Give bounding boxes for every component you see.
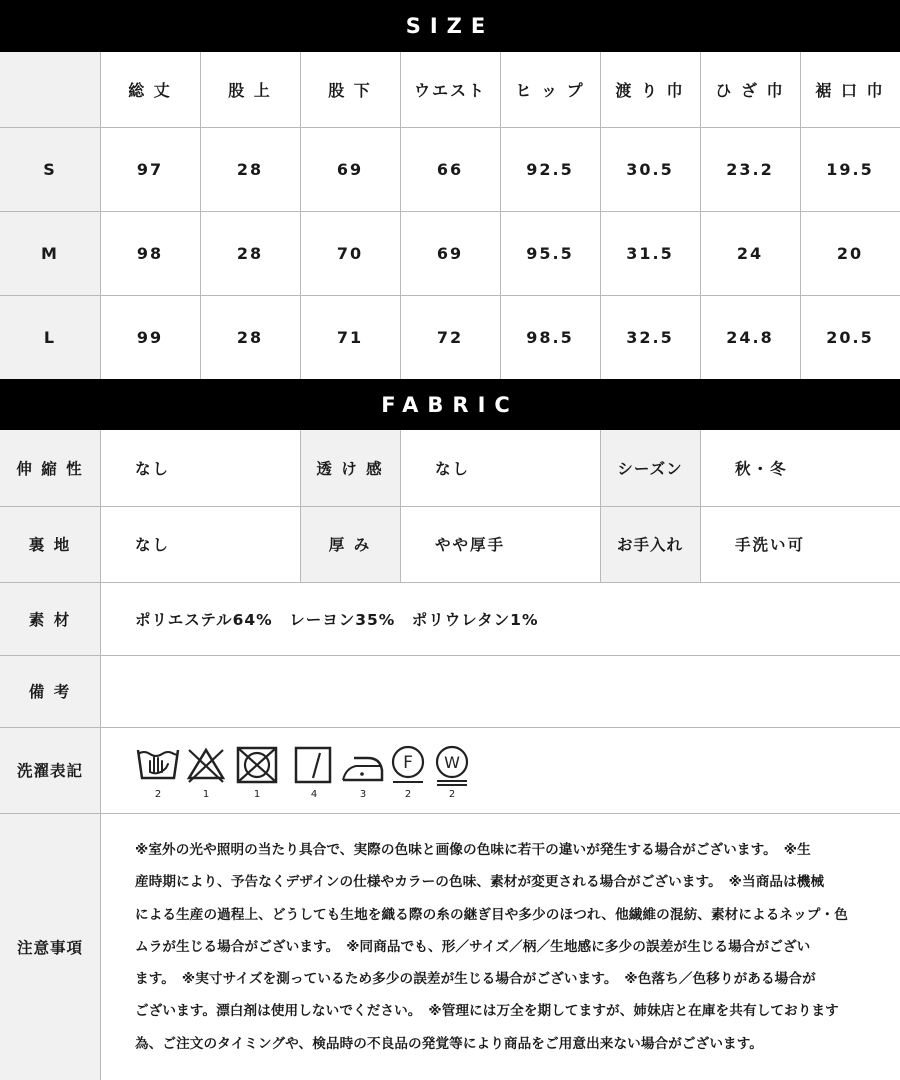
size-row-label: L <box>43 327 57 347</box>
laundry-code: 2 <box>154 789 162 800</box>
care-value: 手洗い可 <box>735 536 806 554</box>
wet-clean-symbol <box>429 744 475 804</box>
no-bleach-symbol <box>183 744 229 804</box>
notes-line: による生産の過程上、どうしても生地を織る際の糸の継ぎ目や多少のほつれ、他繊維の混紡、素材によるネップ・色 <box>135 906 848 923</box>
size-header-cell: 股 上 <box>228 81 272 100</box>
table-divider <box>100 430 101 1080</box>
remarks-value <box>100 655 900 727</box>
size-header-cell: 裾 口 巾 <box>815 81 885 100</box>
hand-wash-icon <box>135 744 181 788</box>
dry-clean-f-icon <box>385 744 431 790</box>
size-header-cell: ヒ ッ プ <box>515 81 585 100</box>
size-value-cell: 28 <box>236 327 264 347</box>
thickness-label: 厚 み <box>328 536 372 554</box>
remarks-label: 備 考 <box>28 683 72 701</box>
laundry-code: 3 <box>359 789 367 800</box>
size-row-label: M <box>41 243 59 263</box>
sheer-label: 透 け 感 <box>316 460 384 478</box>
size-header-cell: ひ ざ 巾 <box>715 81 785 100</box>
svg-text:F: F <box>403 753 413 773</box>
laundry-code: 1 <box>202 789 210 800</box>
size-value-cell: 23.2 <box>726 159 774 179</box>
lining-label: 裏 地 <box>28 536 72 554</box>
laundry-symbols <box>135 744 475 804</box>
notes-text <box>135 834 867 1060</box>
table-divider <box>0 813 900 814</box>
season-value: 秋・冬 <box>735 460 788 478</box>
size-value-cell: 98 <box>136 243 164 263</box>
size-value-cell: 31.5 <box>626 243 674 263</box>
notes-line: 産時期により、予告なくデザインの仕様やカラーの色味、素材が変更される場合がございます。 ※当商品は機械 <box>135 874 825 891</box>
notes-label: 注意事項 <box>16 938 83 957</box>
size-header-cell: 渡 り 巾 <box>615 81 685 100</box>
size-value-cell: 95.5 <box>526 243 574 263</box>
size-value-cell: 66 <box>436 159 464 179</box>
size-value-cell: 72 <box>436 327 464 347</box>
size-value-cell: 28 <box>236 159 264 179</box>
size-row-label: S <box>43 159 57 179</box>
stretch-value: なし <box>135 460 171 478</box>
fabric-section-title: FABRIC <box>0 379 900 430</box>
notes-line: ございます。漂白剤は使用しないでください。 ※管理には万全を期してますが、姉妹店と在庫を共有しております <box>135 1003 839 1020</box>
table-divider <box>0 211 900 212</box>
table-divider <box>400 52 401 379</box>
iron-low-icon <box>340 744 386 788</box>
size-header-cell: ウエスト <box>413 81 486 100</box>
size-value-cell: 69 <box>436 243 464 263</box>
table-divider <box>0 582 900 583</box>
laundry-label: 洗濯表記 <box>16 762 83 780</box>
table-divider <box>500 52 501 379</box>
size-value-cell: 28 <box>236 243 264 263</box>
care-label: お手入れ <box>616 536 683 554</box>
table-divider <box>0 127 900 128</box>
material-value: ポリエステル64% レーヨン35% ポリウレタン1% <box>135 610 539 629</box>
table-divider <box>0 506 900 507</box>
line-dry-icon <box>291 744 337 788</box>
no-bleach-icon <box>183 744 229 788</box>
notes-line: ます。 ※実寸サイズを測っているため多少の誤差が生じる場合がございます。 ※色落ち／色移りがある場合が <box>135 971 816 988</box>
laundry-code: 2 <box>404 789 412 800</box>
size-value-cell: 20 <box>836 243 864 263</box>
size-header-cell: 総 丈 <box>128 81 172 100</box>
stretch-label: 伸 縮 性 <box>16 460 84 478</box>
lining-value: なし <box>135 536 171 554</box>
season-label: シーズン <box>617 460 683 478</box>
table-divider <box>0 727 900 728</box>
table-divider <box>0 655 900 656</box>
laundry-code: 2 <box>448 789 456 800</box>
wet-clean-w-icon <box>429 744 475 790</box>
no-tumble-dry-symbol <box>234 744 280 804</box>
size-value-cell: 98.5 <box>526 327 574 347</box>
size-value-cell: 92.5 <box>526 159 574 179</box>
size-value-cell: 97 <box>136 159 164 179</box>
thickness-value: やや厚手 <box>435 536 506 554</box>
table-divider <box>300 52 301 379</box>
line-dry-symbol <box>291 744 337 804</box>
size-value-cell: 32.5 <box>626 327 674 347</box>
size-value-cell: 24.8 <box>726 327 774 347</box>
hand-wash-symbol <box>135 744 181 804</box>
size-value-cell: 19.5 <box>826 159 874 179</box>
sheer-value: なし <box>435 460 471 478</box>
dry-clean-symbol <box>385 744 431 804</box>
table-divider <box>800 52 801 379</box>
size-value-cell: 20.5 <box>826 327 874 347</box>
no-tumble-dry-icon <box>234 744 280 788</box>
size-header-cell: 股 下 <box>328 81 372 100</box>
iron-symbol <box>340 744 386 804</box>
size-value-cell: 70 <box>336 243 364 263</box>
size-table <box>0 52 900 379</box>
laundry-code: 1 <box>253 789 261 800</box>
table-divider <box>100 52 101 379</box>
size-value-cell: 69 <box>336 159 364 179</box>
size-value-cell: 24 <box>736 243 764 263</box>
size-value-cell: 71 <box>336 327 364 347</box>
laundry-code: 4 <box>310 789 318 800</box>
notes-line: 為、ご注文のタイミングや、検品時の不良品の発覚等により商品をご用意出来ない場合がございます。 <box>135 1035 764 1052</box>
notes-line: ムラが生じる場合がございます。 ※同商品でも、形／サイズ／柄／生地感に多少の誤差が生じる場合がござい <box>135 938 811 955</box>
size-section-title: SIZE <box>0 0 900 52</box>
table-divider <box>200 52 201 379</box>
material-label: 素 材 <box>28 610 72 629</box>
table-divider <box>600 52 601 379</box>
notes-line: ※室外の光や照明の当たり具合で、実際の色味と画像の色味に若干の違いが発生する場合がございます。 ※生 <box>135 842 811 858</box>
size-value-cell: 99 <box>136 327 164 347</box>
table-divider <box>700 52 701 379</box>
table-divider <box>0 295 900 296</box>
size-value-cell: 30.5 <box>626 159 674 179</box>
svg-text:W: W <box>444 753 460 772</box>
